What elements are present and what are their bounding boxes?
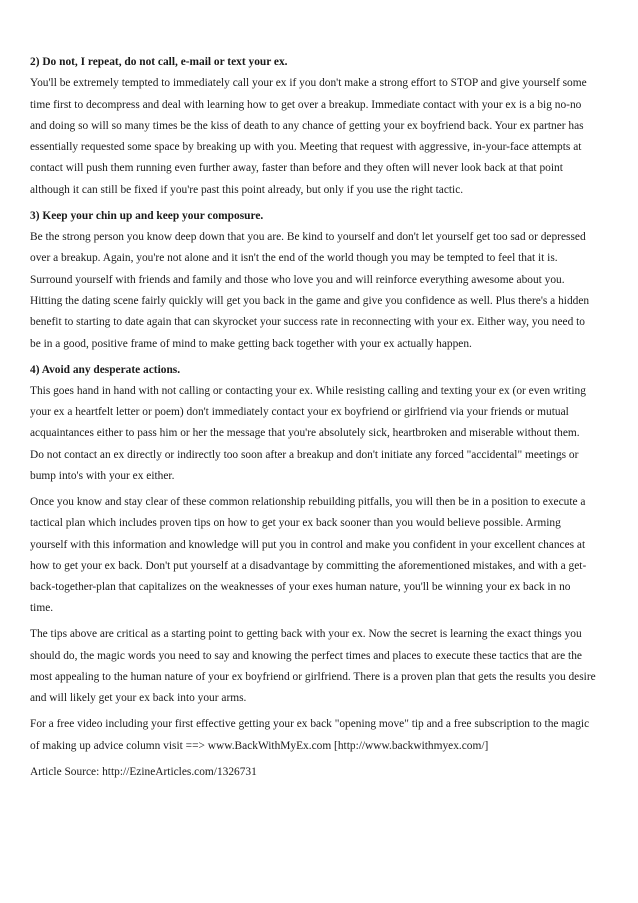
tip-section-2 [30,52,596,201]
offer-paragraph: For a free video including your first effective getting your ex back "opening move" tip and a free subscription to the magic of making up advice column visit ==> www.BackWithMyEx.com [http://www.backwithmyex.com/] [30,718,590,752]
tip-body-4: This goes hand in hand with not calling or contacting your ex. While resisting calling and texting your ex (or even writing your ex a heartfelt letter or poem) don't immediately contact your ex boyfriend or girlfriend via your friends or mutual acquaintances either to pass him or her the message that you're absolutely sick, heartbroken and miserable without them. Do not contact an ex directly or indirectly too soon after a breakup and don't initiate any forced "accidental" meetings or bump into's with your ex either. [30,384,586,483]
tip-body-2: You'll be extremely tempted to immediately call your ex if you don't make a strong effort to STOP and give yourself some time first to decompress and deal with learning how to get over a breakup. Immediate contact with your ex is a big no-no and doing so will so many times be the kiss of death to any chance of getting your ex boyfriend back. Your ex partner has essentially requested some space by breaking up with you. Meeting that request with aggressive, in-your-face attempts at contact will push them running even further away, faster than before and they often will never look back at that point although it can still be fixed if you're past this point already, but only if you use the right tactic. [30,77,587,196]
tip-section-3 [30,206,596,355]
summary-paragraph: Once you know and stay clear of these common relationship rebuilding pitfalls, you will then be in a position to execute a tactical plan which includes proven tips on how to get your ex back sooner than you would believe possible. Arming yourself with this information and knowledge will put you in control and make you confident in your excellent chances at how to get your ex back. Don't put yourself at a disadvantage by committing the aforementioned mistakes, and with a get-back-together-plan that capitalizes on the weaknesses of your exes human nature, you'll be winning your ex back in no time. [30,496,587,615]
tip-heading-3: 3) Keep your chin up and keep your composure. [30,209,264,222]
tip-section-4 [30,360,596,488]
tip-body-3: Be the strong person you know deep down that you are. Be kind to yourself and don't let yourself get too sad or depressed over a breakup. Again, you're not alone and it isn't the end of the world though you may be tempted to feel that it is. Surround yourself with friends and family and those who love you and will reinforce everything awesome about you. Hitting the dating scene fairly quickly will get you back in the game and give you confidence as well. Plus there's a hidden benefit to starting to date again that can skyrocket your success rate in reconnecting with your ex. Either way, you need to be in a good, positive frame of mind to make getting back together with your ex actually happen. [30,231,590,350]
article-page [30,52,596,783]
tip-heading-2: 2) Do not, I repeat, do not call, e-mail or text your ex. [30,56,288,68]
article-source: Article Source: http://EzineArticles.com/1326731 [30,765,257,778]
secret-paragraph: The tips above are critical as a starting point to getting back with your ex. Now the secret is learning the exact things you should do, the magic words you need to say and knowing the perfect times and places to execute these tactics that are the most appealing to the human nature of your ex boyfriend or girlfriend. There is a proven plan that gets the results you desire and will likely get your ex back into your arms. [30,628,596,705]
tip-heading-4: 4) Avoid any desperate actions. [30,363,181,376]
